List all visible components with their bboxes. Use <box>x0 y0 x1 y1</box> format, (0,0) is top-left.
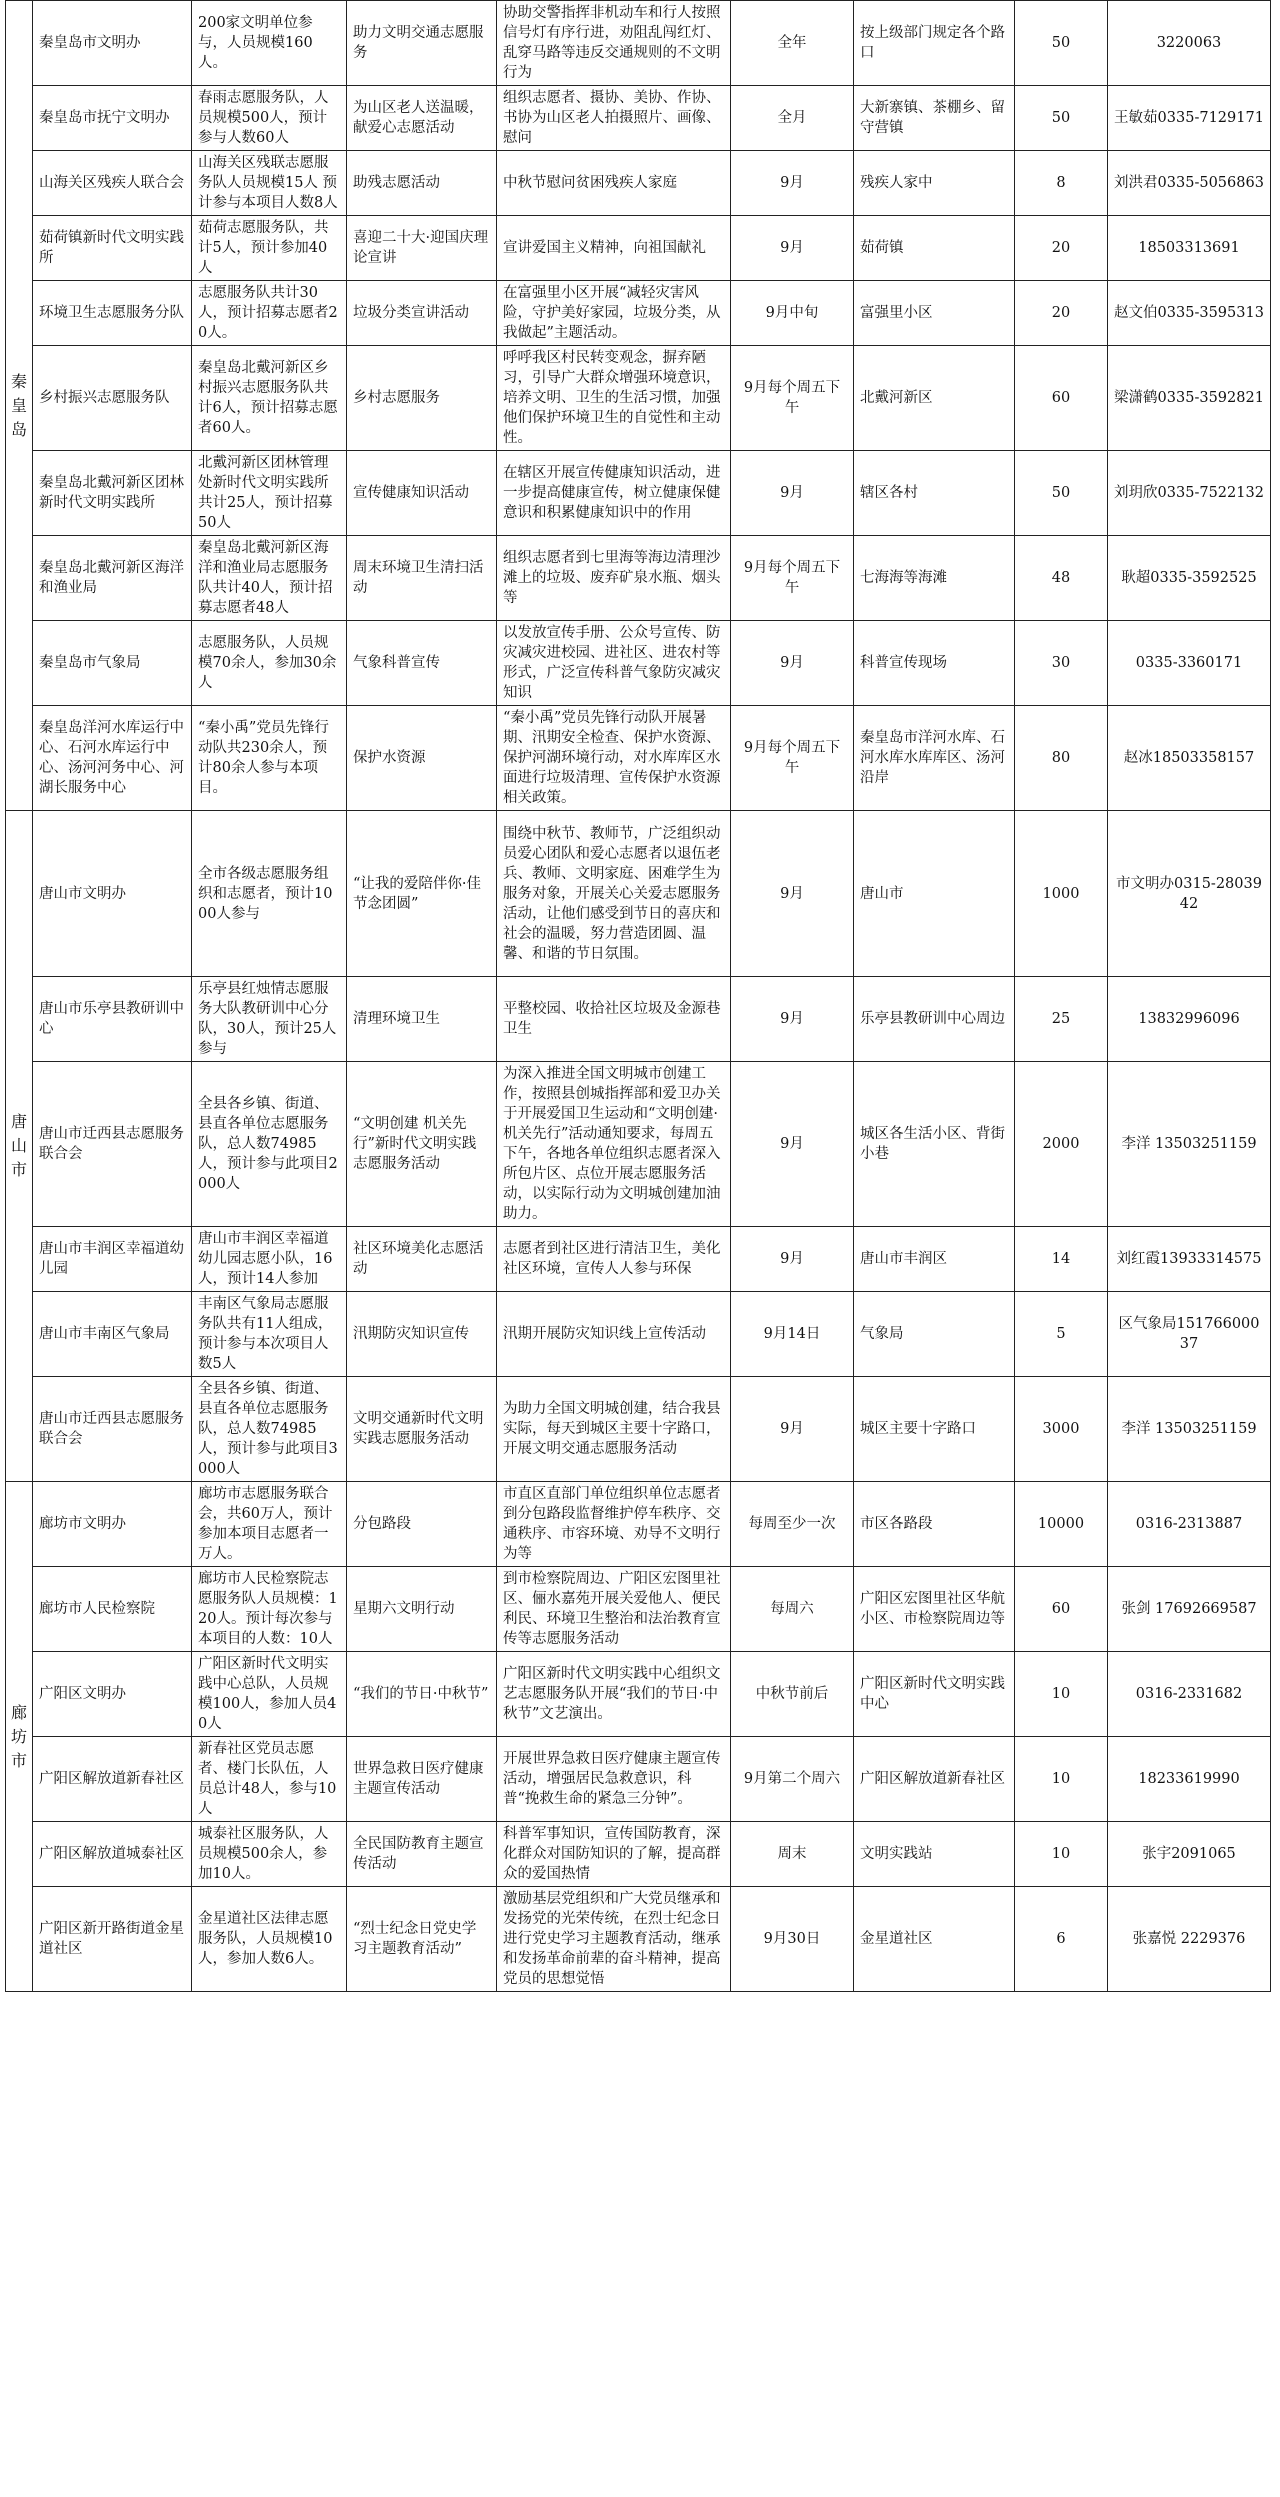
organization-cell: 秦皇岛洋河水库运行中心、石河水库运行中心、汤河河务中心、河湖长服务中心 <box>33 706 192 811</box>
count-cell: 10 <box>1015 1652 1108 1737</box>
place-cell: 气象局 <box>854 1292 1015 1377</box>
organization-cell: 广阳区新开路街道金星道社区 <box>33 1887 192 1992</box>
contact-cell: 刘红霞13933314575 <box>1108 1227 1271 1292</box>
content-cell: 中秋节慰问贫困残疾人家庭 <box>497 151 731 216</box>
region-cell <box>6 1 33 811</box>
time-cell: 9月中旬 <box>731 281 854 346</box>
count-cell: 25 <box>1015 977 1108 1062</box>
team-cell: 广阳区新时代文明实践中心总队，人员规模100人，参加人员40人 <box>192 1652 347 1737</box>
organization-cell: 广阳区解放道新春社区 <box>33 1737 192 1822</box>
project-cell: 汛期防灾知识宣传 <box>347 1292 497 1377</box>
project-cell: 喜迎二十大·迎国庆理论宣讲 <box>347 216 497 281</box>
time-cell: 9月 <box>731 1062 854 1227</box>
contact-cell: 王敏茹0335-7129171 <box>1108 86 1271 151</box>
project-cell: 助力文明交通志愿服务 <box>347 1 497 86</box>
contact-cell: 耿超0335-3592525 <box>1108 536 1271 621</box>
count-cell: 80 <box>1015 706 1108 811</box>
team-cell: 山海关区残联志愿服务队人员规模15人 预计参与本项目人数8人 <box>192 151 347 216</box>
content-cell: 科普军事知识，宣传国防教育，深化群众对国防知识的了解，提高群众的爱国热情 <box>497 1822 731 1887</box>
count-cell: 5 <box>1015 1292 1108 1377</box>
contact-cell: 刘玥欣0335-7522132 <box>1108 451 1271 536</box>
team-cell: 城泰社区服务队，人员规模500余人，参加10人。 <box>192 1822 347 1887</box>
team-cell: 金星道社区法律志愿服务队，人员规模10人，参加人数6人。 <box>192 1887 347 1992</box>
project-cell: 分包路段 <box>347 1482 497 1567</box>
content-cell: 市直区直部门单位组织单位志愿者到分包路段监督维护停车秩序、交通秩序、市容环境、劝导不文明行为等 <box>497 1482 731 1567</box>
place-cell: 唐山市丰润区 <box>854 1227 1015 1292</box>
content-cell: 围绕中秋节、教师节，广泛组织动员爱心团队和爱心志愿者以退伍老兵、教师、文明家庭、困难学生为服务对象，开展关心关爱志愿服务活动，让他们感受到节日的喜庆和社会的温暖，努力营造团圆、温馨、和谐的节日氛围。 <box>497 811 731 977</box>
place-cell: 辖区各村 <box>854 451 1015 536</box>
contact-cell: 张宇2091065 <box>1108 1822 1271 1887</box>
activity-table-body <box>6 1 1271 1992</box>
team-cell: “秦小禹”党员先锋行动队共230余人，预计80余人参与本项目。 <box>192 706 347 811</box>
team-cell: 茹荷志愿服务队，共计5人，预计参加40人 <box>192 216 347 281</box>
team-cell: 丰南区气象局志愿服务队共有11人组成，预计参与本次项目人数5人 <box>192 1292 347 1377</box>
region-label: 廊坊市 <box>10 1702 27 1770</box>
organization-cell: 唐山市迁西县志愿服务联合会 <box>33 1062 192 1227</box>
contact-cell: 市文明办0315-2803942 <box>1108 811 1271 977</box>
time-cell: 全年 <box>731 1 854 86</box>
region-label: 秦皇岛 <box>10 371 27 439</box>
team-cell: 秦皇岛北戴河新区海洋和渔业局志愿服务队共计40人，预计招募志愿者48人 <box>192 536 347 621</box>
place-cell: 广阳区解放道新春社区 <box>854 1737 1015 1822</box>
count-cell: 10 <box>1015 1737 1108 1822</box>
team-cell: 春雨志愿服务队，人员规模500人，预计参与人数60人 <box>192 86 347 151</box>
team-cell: 全县各乡镇、街道、县直各单位志愿服务队，总人数74985人，预计参与此项目2000人 <box>192 1062 347 1227</box>
table-row <box>6 536 1271 621</box>
count-cell: 1000 <box>1015 811 1108 977</box>
place-cell: 七海海等海滩 <box>854 536 1015 621</box>
contact-cell: 刘洪君0335-5056863 <box>1108 151 1271 216</box>
team-cell: 新春社区党员志愿者、楼门长队伍，人员总计48人，参与10人 <box>192 1737 347 1822</box>
team-cell: 200家文明单位参与，人员规模160人。 <box>192 1 347 86</box>
count-cell: 20 <box>1015 281 1108 346</box>
place-cell: 城区主要十字路口 <box>854 1377 1015 1482</box>
organization-cell: 廊坊市文明办 <box>33 1482 192 1567</box>
content-cell: 为助力全国文明城创建，结合我县实际，每天到城区主要十字路口，开展文明交通志愿服务活动 <box>497 1377 731 1482</box>
organization-cell: 茹荷镇新时代文明实践所 <box>33 216 192 281</box>
organization-cell: 广阳区解放道城泰社区 <box>33 1822 192 1887</box>
table-row <box>6 346 1271 451</box>
activity-table <box>5 0 1271 1992</box>
time-cell: 9月每个周五下午 <box>731 536 854 621</box>
team-cell: 全县各乡镇、街道、县直各单位志愿服务队，总人数74985人，预计参与此项目3000人 <box>192 1377 347 1482</box>
count-cell: 14 <box>1015 1227 1108 1292</box>
organization-cell: 秦皇岛市抚宁文明办 <box>33 86 192 151</box>
count-cell: 60 <box>1015 346 1108 451</box>
team-cell: 秦皇岛北戴河新区乡村振兴志愿服务队共计6人，预计招募志愿者60人。 <box>192 346 347 451</box>
project-cell: “烈士纪念日党史学习主题教育活动” <box>347 1887 497 1992</box>
place-cell: 残疾人家中 <box>854 151 1015 216</box>
table-row <box>6 1062 1271 1227</box>
table-row <box>6 1567 1271 1652</box>
organization-cell: 唐山市乐亭县教研训中心 <box>33 977 192 1062</box>
team-cell: 志愿服务队共计30人，预计招募志愿者20人。 <box>192 281 347 346</box>
place-cell: 广阳区新时代文明实践中心 <box>854 1652 1015 1737</box>
content-cell: 呼呼我区村民转变观念，摒弃陋习，引导广大群众增强环境意识，培养文明、卫生的生活习惯，加强他们保护环境卫生的自觉性和主动性。 <box>497 346 731 451</box>
count-cell: 50 <box>1015 1 1108 86</box>
table-row <box>6 1 1271 86</box>
project-cell: 清理环境卫生 <box>347 977 497 1062</box>
organization-cell: 秦皇岛市气象局 <box>33 621 192 706</box>
count-cell: 2000 <box>1015 1062 1108 1227</box>
project-cell: 保护水资源 <box>347 706 497 811</box>
organization-cell: 山海关区残疾人联合会 <box>33 151 192 216</box>
content-cell: 广阳区新时代文明实践中心组织文艺志愿服务队开展“我们的节日·中秋节”文艺演出。 <box>497 1652 731 1737</box>
project-cell: 世界急救日医疗健康主题宣传活动 <box>347 1737 497 1822</box>
place-cell: 北戴河新区 <box>854 346 1015 451</box>
project-cell: 气象科普宣传 <box>347 621 497 706</box>
place-cell: 秦皇岛市洋河水库、石河水库水库库区、汤河沿岸 <box>854 706 1015 811</box>
time-cell: 9月 <box>731 977 854 1062</box>
project-cell: “让我的爱陪伴你·佳节念团圆” <box>347 811 497 977</box>
contact-cell: 李洋 13503251159 <box>1108 1377 1271 1482</box>
contact-cell: 13832996096 <box>1108 977 1271 1062</box>
team-cell: 北戴河新区团林管理处新时代文明实践所共计25人，预计招募50人 <box>192 451 347 536</box>
place-cell: 唐山市 <box>854 811 1015 977</box>
time-cell: 全月 <box>731 86 854 151</box>
organization-cell: 唐山市文明办 <box>33 811 192 977</box>
time-cell: 9月 <box>731 621 854 706</box>
content-cell: 在辖区开展宣传健康知识活动，进一步提高健康宣传，树立健康保健意识和积累健康知识中的作用 <box>497 451 731 536</box>
table-row <box>6 151 1271 216</box>
time-cell: 周末 <box>731 1822 854 1887</box>
place-cell: 城区各生活小区、背街小巷 <box>854 1062 1015 1227</box>
content-cell: 志愿者到社区进行清洁卫生，美化社区环境，宣传人人参与环保 <box>497 1227 731 1292</box>
place-cell: 乐亭县教研训中心周边 <box>854 977 1015 1062</box>
content-cell: 组织志愿者到七里海等海边清理沙滩上的垃圾、废弃矿泉水瓶、烟头等 <box>497 536 731 621</box>
count-cell: 8 <box>1015 151 1108 216</box>
count-cell: 50 <box>1015 86 1108 151</box>
content-cell: 平整校园、收拾社区垃圾及金源巷卫生 <box>497 977 731 1062</box>
project-cell: “我们的节日·中秋节” <box>347 1652 497 1737</box>
content-cell: 开展世界急救日医疗健康主题宣传活动，增强居民急救意识，科普“挽救生命的紧急三分钟”。 <box>497 1737 731 1822</box>
table-row <box>6 1377 1271 1482</box>
contact-cell: 李洋 13503251159 <box>1108 1062 1271 1227</box>
count-cell: 50 <box>1015 451 1108 536</box>
count-cell: 20 <box>1015 216 1108 281</box>
content-cell: 宣讲爱国主义精神，向祖国献礼 <box>497 216 731 281</box>
project-cell: 乡村志愿服务 <box>347 346 497 451</box>
count-cell: 48 <box>1015 536 1108 621</box>
table-row <box>6 216 1271 281</box>
place-cell: 广阳区宏图里社区华航小区、市检察院周边等 <box>854 1567 1015 1652</box>
place-cell: 市区各路段 <box>854 1482 1015 1567</box>
team-cell: 唐山市丰润区幸福道幼儿园志愿小队，16人，预计14人参加 <box>192 1227 347 1292</box>
place-cell: 科普宣传现场 <box>854 621 1015 706</box>
place-cell: 文明实践站 <box>854 1822 1015 1887</box>
region-cell <box>6 811 33 1482</box>
time-cell: 9月 <box>731 1227 854 1292</box>
table-row <box>6 1652 1271 1737</box>
contact-cell: 梁潇鹤0335-3592821 <box>1108 346 1271 451</box>
organization-cell: 广阳区文明办 <box>33 1652 192 1737</box>
content-cell: 为深入推进全国文明城市创建工作，按照县创城指挥部和爱卫办关于开展爱国卫生运动和“文明创建·机关先行”活动通知要求，每周五下午，各地各单位组织志愿者深入所包片区、点位开展志愿服务活动，以实际行动为文明城创建加油助力。 <box>497 1062 731 1227</box>
table-row <box>6 281 1271 346</box>
table-row <box>6 1887 1271 1992</box>
table-row <box>6 1292 1271 1377</box>
contact-cell: 张嘉悦 2229376 <box>1108 1887 1271 1992</box>
time-cell: 9月 <box>731 1377 854 1482</box>
count-cell: 60 <box>1015 1567 1108 1652</box>
organization-cell: 秦皇岛市文明办 <box>33 1 192 86</box>
content-cell: 激励基层党组织和广大党员继承和发扬党的光荣传统，在烈士纪念日进行党史学习主题教育活动，继承和发扬革命前辈的奋斗精神，提高党员的思想觉悟 <box>497 1887 731 1992</box>
count-cell: 10 <box>1015 1822 1108 1887</box>
organization-cell: 唐山市迁西县志愿服务联合会 <box>33 1377 192 1482</box>
organization-cell: 秦皇岛北戴河新区团林新时代文明实践所 <box>33 451 192 536</box>
content-cell: 协助交警指挥非机动车和行人按照信号灯有序行进，劝阻乱闯红灯、乱穿马路等违反交通规则的不文明行为 <box>497 1 731 86</box>
organization-cell: 唐山市丰润区幸福道幼儿园 <box>33 1227 192 1292</box>
project-cell: “文明创建 机关先行”新时代文明实践志愿服务活动 <box>347 1062 497 1227</box>
contact-cell: 赵冰18503358157 <box>1108 706 1271 811</box>
contact-cell: 0316-2331682 <box>1108 1652 1271 1737</box>
table-row <box>6 706 1271 811</box>
project-cell: 文明交通新时代文明实践志愿服务活动 <box>347 1377 497 1482</box>
table-row <box>6 621 1271 706</box>
table-row <box>6 977 1271 1062</box>
contact-cell: 0335-3360171 <box>1108 621 1271 706</box>
contact-cell: 赵文伯0335-3595313 <box>1108 281 1271 346</box>
team-cell: 廊坊市志愿服务联合会，共60万人，预计参加本项目志愿者一万人。 <box>192 1482 347 1567</box>
time-cell: 每周六 <box>731 1567 854 1652</box>
content-cell: 到市检察院周边、广阳区宏图里社区、俪水嘉苑开展关爱他人、便民利民、环境卫生整治和法治教育宣传等志愿服务活动 <box>497 1567 731 1652</box>
contact-cell: 张剑 17692669587 <box>1108 1567 1271 1652</box>
time-cell: 9月 <box>731 216 854 281</box>
project-cell: 全民国防教育主题宣传活动 <box>347 1822 497 1887</box>
team-cell: 志愿服务队，人员规模70余人，参加30余人 <box>192 621 347 706</box>
contact-cell: 18233619990 <box>1108 1737 1271 1822</box>
count-cell: 6 <box>1015 1887 1108 1992</box>
place-cell: 富强里小区 <box>854 281 1015 346</box>
time-cell: 9月每个周五下午 <box>731 706 854 811</box>
time-cell: 9月30日 <box>731 1887 854 1992</box>
contact-cell: 18503313691 <box>1108 216 1271 281</box>
place-cell: 按上级部门规定各个路口 <box>854 1 1015 86</box>
contact-cell: 0316-2313887 <box>1108 1482 1271 1567</box>
time-cell: 每周至少一次 <box>731 1482 854 1567</box>
team-cell: 全市各级志愿服务组织和志愿者，预计1000人参与 <box>192 811 347 977</box>
time-cell: 9月 <box>731 811 854 977</box>
organization-cell: 环境卫生志愿服务分队 <box>33 281 192 346</box>
table-row <box>6 1227 1271 1292</box>
place-cell: 大新寨镇、茶棚乡、留守营镇 <box>854 86 1015 151</box>
time-cell: 中秋节前后 <box>731 1652 854 1737</box>
team-cell: 廊坊市人民检察院志愿服务队人员规模：120人。预计每次参与本项目的人数：10人 <box>192 1567 347 1652</box>
project-cell: 周末环境卫生清扫活动 <box>347 536 497 621</box>
time-cell: 9月14日 <box>731 1292 854 1377</box>
volunteer-activity-sheet <box>5 0 1270 1992</box>
count-cell: 30 <box>1015 621 1108 706</box>
time-cell: 9月第二个周六 <box>731 1737 854 1822</box>
region-cell <box>6 1482 33 1992</box>
content-cell: 组织志愿者、摄协、美协、作协、书协为山区老人拍摄照片、画像、慰问 <box>497 86 731 151</box>
place-cell: 茹荷镇 <box>854 216 1015 281</box>
count-cell: 3000 <box>1015 1377 1108 1482</box>
content-cell: 以发放宣传手册、公众号宣传、防灾减灾进校园、进社区、进农村等形式，广泛宣传科普气象防灾减灾知识 <box>497 621 731 706</box>
content-cell: 汛期开展防灾知识线上宣传活动 <box>497 1292 731 1377</box>
organization-cell: 乡村振兴志愿服务队 <box>33 346 192 451</box>
table-row <box>6 811 1271 977</box>
time-cell: 9月 <box>731 451 854 536</box>
table-row <box>6 1822 1271 1887</box>
organization-cell: 秦皇岛北戴河新区海洋和渔业局 <box>33 536 192 621</box>
team-cell: 乐亭县红烛情志愿服务大队教研训中心分队，30人，预计25人参与 <box>192 977 347 1062</box>
organization-cell: 廊坊市人民检察院 <box>33 1567 192 1652</box>
project-cell: 宣传健康知识活动 <box>347 451 497 536</box>
table-row <box>6 1737 1271 1822</box>
time-cell: 9月每个周五下午 <box>731 346 854 451</box>
project-cell: 助残志愿活动 <box>347 151 497 216</box>
project-cell: 垃圾分类宣讲活动 <box>347 281 497 346</box>
project-cell: 星期六文明行动 <box>347 1567 497 1652</box>
contact-cell: 区气象局15176600037 <box>1108 1292 1271 1377</box>
content-cell: 在富强里小区开展“减轻灾害风险，守护美好家园，垃圾分类，从我做起”主题活动。 <box>497 281 731 346</box>
place-cell: 金星道社区 <box>854 1887 1015 1992</box>
time-cell: 9月 <box>731 151 854 216</box>
project-cell: 为山区老人送温暖，献爱心志愿活动 <box>347 86 497 151</box>
count-cell: 10000 <box>1015 1482 1108 1567</box>
table-row <box>6 86 1271 151</box>
table-row <box>6 1482 1271 1567</box>
contact-cell: 3220063 <box>1108 1 1271 86</box>
content-cell: “秦小禹”党员先锋行动队开展暑期、汛期安全检查、保护水资源、保护河湖环境行动，对水库库区水面进行垃圾清理、宣传保护水资源相关政策。 <box>497 706 731 811</box>
table-row <box>6 451 1271 536</box>
organization-cell: 唐山市丰南区气象局 <box>33 1292 192 1377</box>
project-cell: 社区环境美化志愿活动 <box>347 1227 497 1292</box>
region-label: 唐山市 <box>10 1112 27 1179</box>
